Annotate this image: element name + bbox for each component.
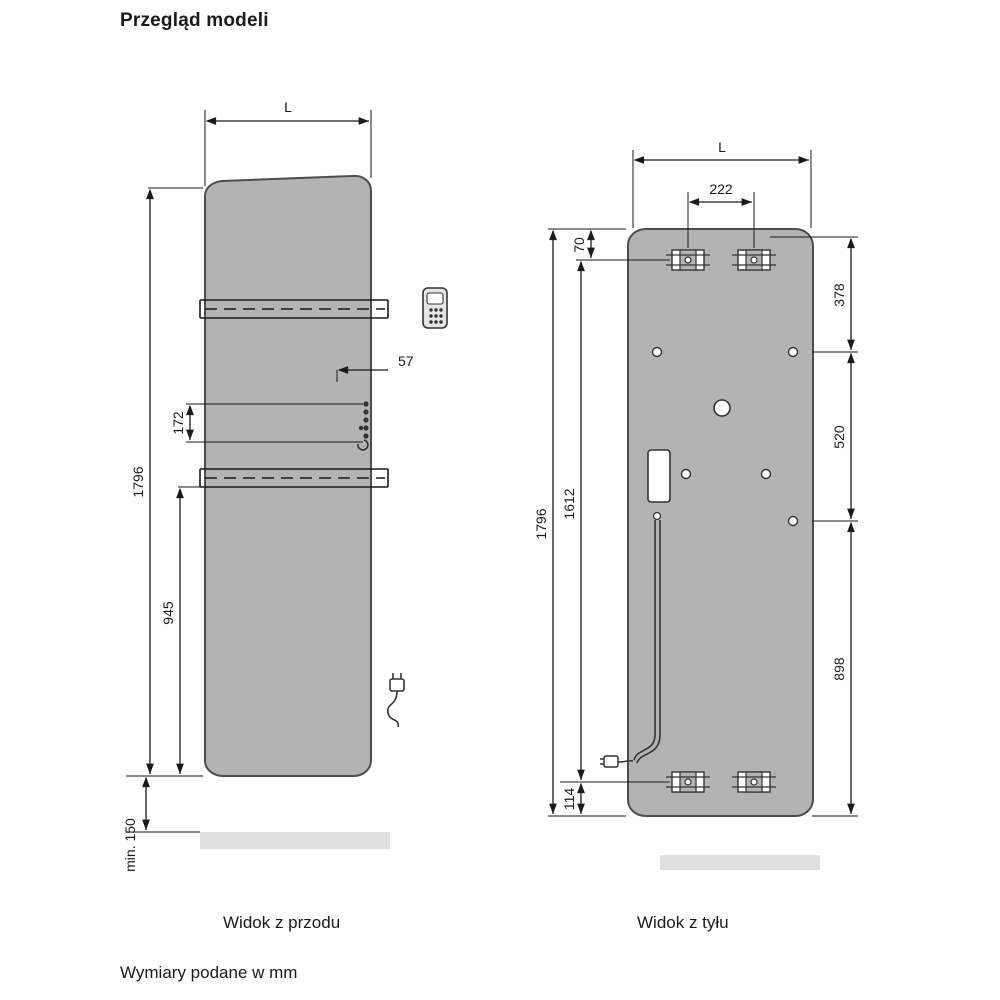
front-width-label: L xyxy=(284,99,292,115)
hole-upper-left xyxy=(653,348,662,357)
page-title: Przegląd modeli xyxy=(120,10,269,31)
power-plug-icon-front xyxy=(388,673,404,727)
back-1612-label: 1612 xyxy=(561,488,577,520)
control-box xyxy=(648,450,670,502)
front-height-label: 1796 xyxy=(130,466,146,498)
back-378-label: 378 xyxy=(831,283,847,307)
hole-lower-right xyxy=(789,517,798,526)
back-520-label: 520 xyxy=(831,425,847,449)
back-width-label: L xyxy=(718,139,726,155)
units-note: Wymiary podane w mm xyxy=(120,963,298,982)
front-945-label: 945 xyxy=(160,601,176,625)
back-70-label: 70 xyxy=(571,237,587,253)
front-150-label: min. 150 xyxy=(122,818,138,872)
back-view-group xyxy=(533,139,858,870)
front-view-group xyxy=(122,99,447,872)
mount-bracket-bottom-right xyxy=(732,772,776,792)
front-floor-bar xyxy=(200,832,390,849)
hole-mid-right xyxy=(762,470,771,479)
back-view-caption: Widok z tyłu xyxy=(637,913,729,932)
hole-upper-right xyxy=(789,348,798,357)
front-view-caption: Widok z przodu xyxy=(223,913,341,932)
back-114-label: 114 xyxy=(561,787,577,811)
back-898-label: 898 xyxy=(831,657,847,681)
mount-bracket-bottom-left xyxy=(666,772,710,792)
back-222-label: 222 xyxy=(709,181,733,197)
front-172-label: 172 xyxy=(170,411,186,435)
hole-mid-left xyxy=(682,470,691,479)
remote-control-icon xyxy=(423,288,447,328)
back-floor-bar xyxy=(660,855,820,870)
hole-center xyxy=(714,400,730,416)
mount-bracket-top-left xyxy=(666,250,710,270)
radiator-panel-front xyxy=(205,176,371,776)
cable-gland xyxy=(654,513,661,520)
back-1796-label: 1796 xyxy=(533,508,549,540)
mount-bracket-top-right xyxy=(732,250,776,270)
front-57-label: 57 xyxy=(398,353,414,369)
